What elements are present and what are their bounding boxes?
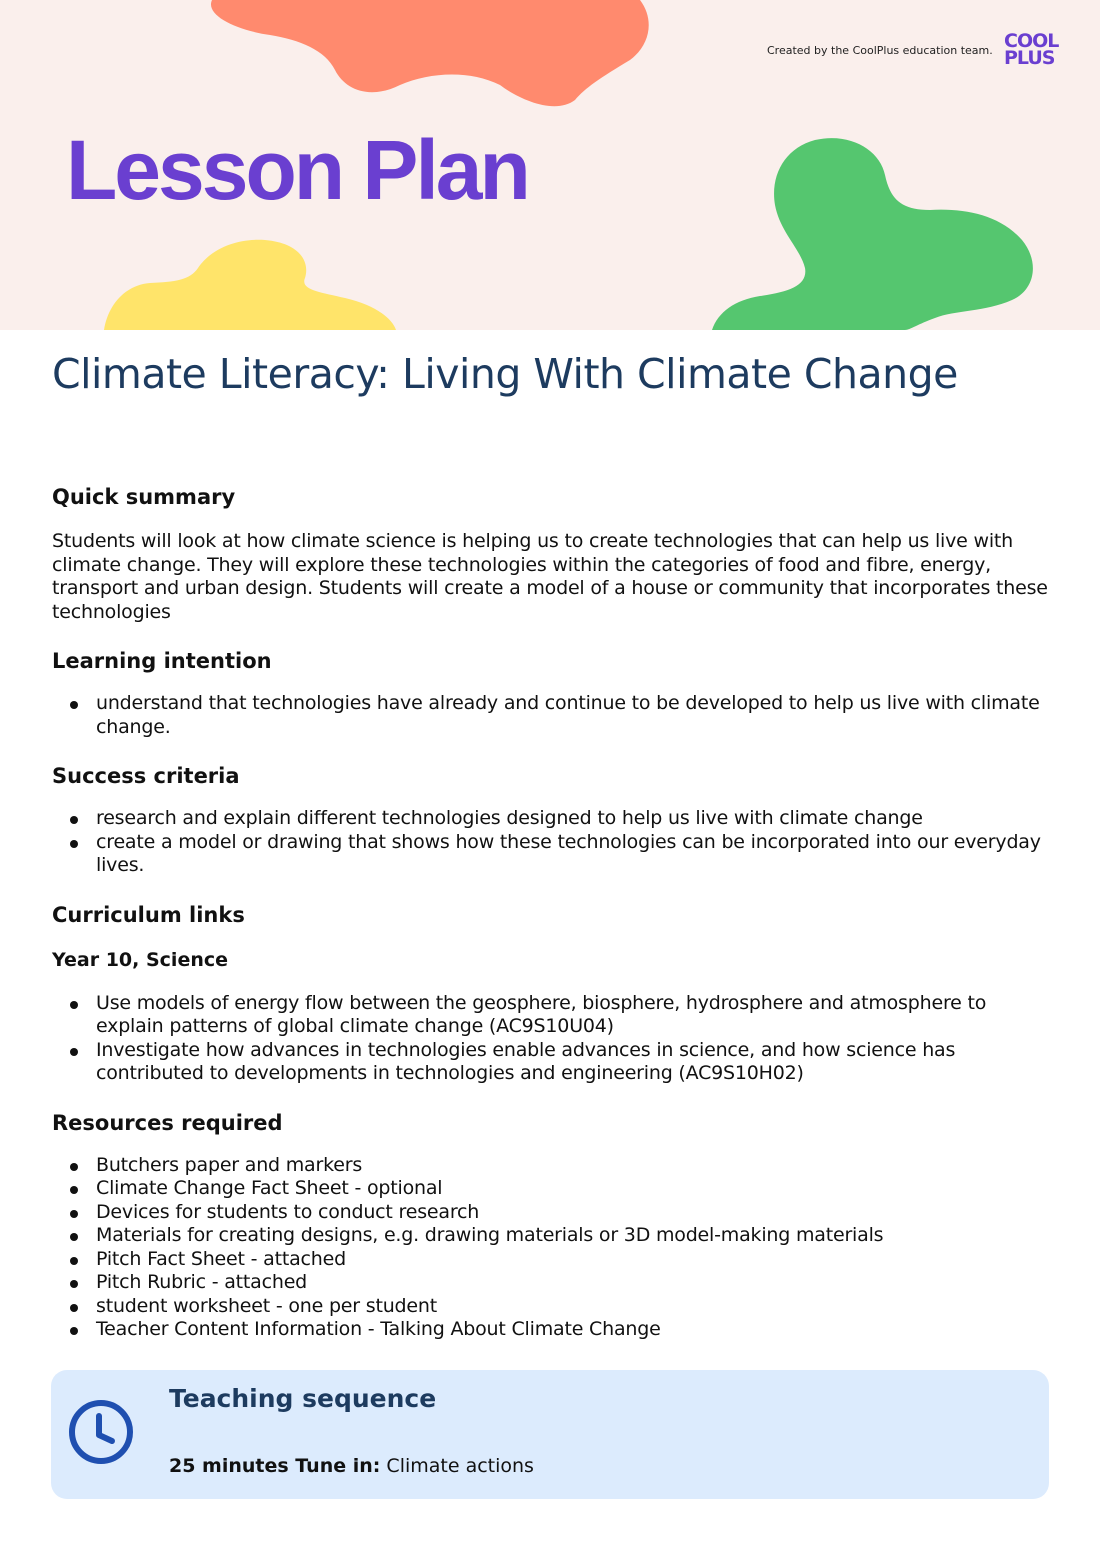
clock-icon xyxy=(67,1398,135,1466)
list-item: student worksheet - one per student xyxy=(52,1295,1052,1319)
teaching-sequence-box xyxy=(51,1370,1049,1499)
intention-list xyxy=(52,692,1052,739)
list-item: Teacher Content Information - Talking About Climate Change xyxy=(52,1318,1052,1342)
success-heading: Success criteria xyxy=(52,764,240,788)
lesson-content xyxy=(52,482,1052,1342)
coral-blob xyxy=(211,0,649,106)
list-item: research and explain different technologies designed to help us live with climate change xyxy=(52,807,1052,831)
green-blob xyxy=(712,138,1033,330)
list-item: Use models of energy flow between the geosphere, biosphere, hydrosphere and atmosphere to explain patterns of global climate change (AC9S10U04) xyxy=(52,992,1052,1039)
resources-list xyxy=(52,1154,1052,1342)
list-item: Climate Change Fact Sheet - optional xyxy=(52,1177,1052,1201)
coolplus-logo xyxy=(1004,30,1068,73)
teaching-sequence-title: Teaching sequence xyxy=(169,1384,437,1413)
list-item: Pitch Rubric - attached xyxy=(52,1271,1052,1295)
list-item: Materials for creating designs, e.g. drawing materials or 3D model-making materials xyxy=(52,1224,1052,1248)
list-item: Investigate how advances in technologies enable advances in science, and how science has contributed to developments in technologies and engineering (AC9S10H02) xyxy=(52,1039,1052,1086)
credit-text: Created by the CoolPlus education team. xyxy=(767,44,993,57)
resources-heading: Resources required xyxy=(52,1110,283,1135)
duration-label: 25 minutes Tune in: xyxy=(169,1455,381,1477)
teaching-sequence-step xyxy=(169,1455,534,1477)
logo-line-2: PLUS xyxy=(1004,47,1055,69)
summary-text: Students will look at how climate science is helping us to create technologies that can help us live with climate change. They will explore these technologies within the categories of food and fibre, energy, transport and urban design. Students will create a model of a house or community that incorporates these technologies xyxy=(52,530,1048,623)
lesson-title: Climate Literacy: Living With Climate Change xyxy=(52,350,958,398)
list-item: Butchers paper and markers xyxy=(52,1154,1052,1178)
header-banner xyxy=(0,0,1100,330)
activity-name: Climate actions xyxy=(386,1455,534,1477)
list-item: understand that technologies have already and continue to be developed to help us live with climate change. xyxy=(52,692,1052,739)
curriculum-subheading: Year 10, Science xyxy=(52,948,229,971)
list-item: Pitch Fact Sheet - attached xyxy=(52,1248,1052,1272)
curriculum-heading: Curriculum links xyxy=(52,902,245,927)
page-title: Lesson Plan xyxy=(66,123,528,217)
intention-heading: Learning intention xyxy=(52,649,272,673)
list-item: create a model or drawing that shows how these technologies can be incorporated into our everyday lives. xyxy=(52,831,1052,878)
logo-line-1: COOL xyxy=(1004,30,1059,52)
yellow-blob xyxy=(104,240,396,330)
curriculum-list xyxy=(52,992,1052,1086)
list-item: Devices for students to conduct research xyxy=(52,1201,1052,1225)
success-list xyxy=(52,807,1052,878)
summary-heading: Quick summary xyxy=(52,485,236,509)
